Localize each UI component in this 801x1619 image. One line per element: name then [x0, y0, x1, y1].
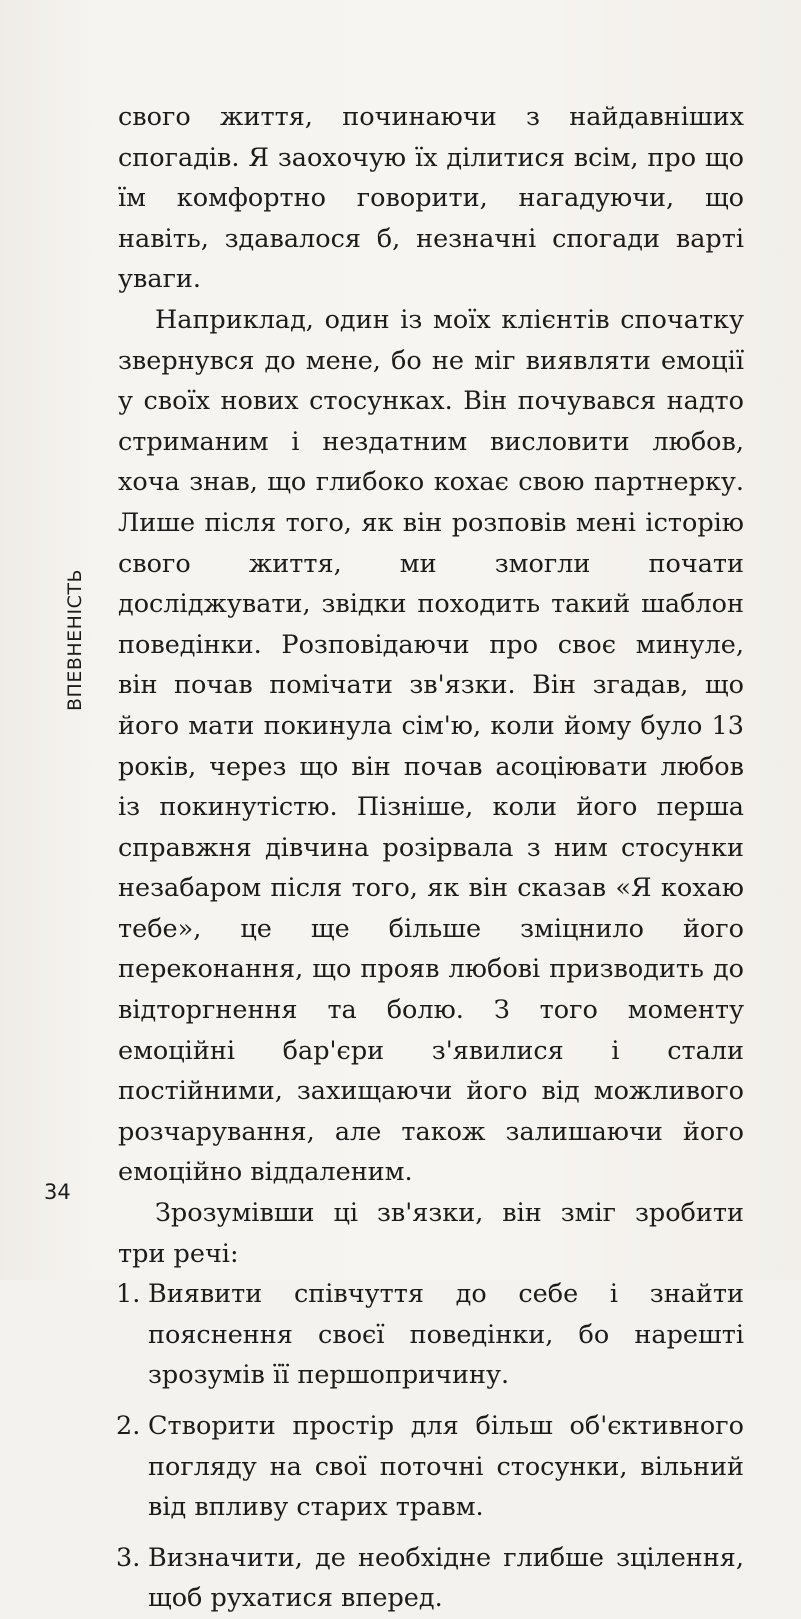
list-item-number: 1. [116, 1279, 141, 1310]
paragraph-example: Наприклад, один із моїх клієнтів спочатку звернувся до мене, бо не міг виявляти емоції у своїх нових стосунках. Він почувався надто стриманим і нездатним висловити любов, хоча знав, що глибоко кохає свою партнерку. Лише після того, як він розповів мені історію свого життя, ми змогли почати досліджувати, звідки походить такий шаблон поведінки. Розповідаючи про своє минуле, він почав помічати зв'язки. Він згадав, що його мати покинула сім'ю, коли йому було 13 років, через що він почав асоціювати любов із покинутістю. Пізніше, коли його перша справжня дівчина розірвала з ним стосунки незабаром після того, як він сказав «Я кохаю тебе», це ще більше зміцнило його переконання, що прояв любові призводить до відторгнення та болю. З того моменту емоційні бар'єри з'явилися і стали постійними, захищаючи його від можливого розчарування, але також залишаючи його емоційно віддаленим. [118, 304, 744, 1188]
page-number: 34 [44, 1180, 71, 1204]
numbered-list [118, 1274, 744, 1619]
running-head-text: ВПЕВНЕНІСТЬ [64, 569, 86, 711]
list-item-number: 3. [116, 1542, 141, 1573]
list-item-text: Створити простір для більш об'єктивного погляду на свої поточні стосунки, вільний від впливу старих травм. [148, 1411, 744, 1523]
list-item-number: 2. [116, 1411, 141, 1441]
running-head [60, 560, 90, 720]
list-item-text: Виявити співчуття до себе і знайти пояснення своєї поведінки, бо нарешті зрозумів її першопричину. [148, 1279, 744, 1391]
paragraph-list-intro: Зрозумівши ці зв'язки, він зміг зробити три речі: [118, 1198, 744, 1269]
list-item [116, 1406, 744, 1528]
list-item [116, 1274, 744, 1396]
paragraph-continued: свого життя, починаючи з найдавніших спогадів. Я заохочую їх ділитися всім, про що їм комфортно говорити, нагадуючи, що навіть, здавалося б, незначні спогади варті уваги. [118, 102, 744, 295]
body-text [118, 97, 744, 1619]
list-item-text: Визначити, де необхідне глибше зцілення, щоб рухатися вперед. [148, 1542, 744, 1614]
list-item [116, 1538, 744, 1619]
